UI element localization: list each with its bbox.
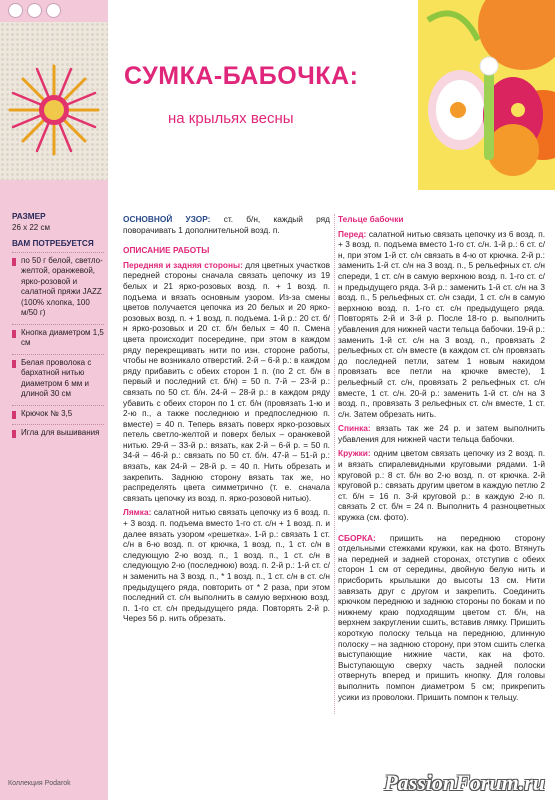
front-back-paragraph (123, 260, 330, 504)
instructions-column-2 (338, 214, 545, 706)
circles-label: Кружки: (338, 448, 371, 459)
material-item: Белая проволока с бархатной нитью диаметром 6 мм и длиной 30 см (12, 354, 104, 400)
assembly-paragraph (338, 533, 545, 703)
circles-paragraph (338, 448, 545, 522)
description-heading: ОПИСАНИЕ РАБОТЫ (123, 245, 210, 256)
size-heading: РАЗМЕР (12, 212, 46, 221)
yarn-icons (8, 3, 61, 18)
bag-photo (418, 0, 555, 190)
pattern-label: ОСНОВНОЙ УЗОР: (123, 214, 211, 224)
front-paragraph (338, 229, 545, 420)
pattern-text: ст. б/н, каждый ряд поворачивать 1 дополнительной возд. п. (123, 214, 330, 235)
strap-paragraph (123, 507, 330, 624)
page-title: СУМКА-БАБОЧКА: (124, 62, 359, 90)
instructions-column-1 (123, 214, 330, 628)
assembly-label: СБОРКА: (338, 532, 376, 543)
page-subtitle: на крыльях весны (168, 110, 294, 127)
assembly-text: пришить на переднюю сторону отдельными стежками кружки, как на фото. Втянуть на передней и задней сторонах, отступив с обеих сторон 1 см от середины, двойную белую нить и присборить крылышки до высоты 13 см. Нити завязать друг с другом и закрепить. Соединить крючком переднюю и заднюю стороны по бокам и по нижнему краю подходящим цветом ст. б/н, на верхнем закруглении сшить, вставив лямку. Пришить короткую полоску тельца на переднюю, длинную полоску – на заднюю сторону, при этом сшить слегка выступающие нижние части, как на фото. Выступающую сверху часть задней полоски отвернуть вперед и пришить кнопку. Для головы выполнить помпон диаметром 5 см; прикрепить усики из проволоки. Пришить помпон к тельцу. (338, 532, 545, 702)
back-text: вязать так же 24 р. и затем выполнить убавления для нижней части тельца бабочки. (338, 423, 545, 444)
left-sidebar (0, 0, 108, 800)
bullet-icon (12, 330, 16, 338)
material-item: по 50 г белой, светло-желтой, оранжевой, ярко-розовой и салатной пряжи JAZZ (100% хлопка, 100 м/50 г) (12, 252, 104, 319)
strap-text: салатной нитью связать цепочку из 6 возд. п. + 3 возд. п. подъема вместо 1-го ст. с/н + 1 возд. п. и далее вязать узором «решетка». 1-й р.: связать 1 ст. с/н в 6-ю возд. п. от крючка, 1 возд. п., 1 ст. с/н в следующую 2-ю возд. п., 1 возд. п., 1 ст. с/н в следующую 2-ю (последнюю) возд. п. 2-й р.: 1-й ст. с/н заменить на 3 возд. п., * 1 возд. п., 1 ст. с/н в ст. с/н предыдущего ряда, повторить от * 2 раза, при этом последний ст. с/н выполнить в самую верхнюю возд. п. 1-го ст. с/н предыдущего ряда. Повторять 2-й р. Через 56 р. нить обрезать. (123, 507, 331, 624)
front-label: Перед: (338, 228, 367, 239)
bullet-icon (12, 411, 16, 419)
material-item: Крючок № 3,5 (12, 405, 104, 420)
site-watermark: PassionForum.ru (384, 770, 545, 795)
flower-icon (6, 62, 102, 158)
pattern-paragraph (123, 214, 330, 235)
butterfly-bag-icon (418, 0, 555, 190)
strap-label: Лямка: (123, 507, 152, 518)
front-back-text: для цветных участков передней стороны сначала связать цепочку из 19 белых и 21 ярко-розовых возд. п. + 1 возд. п. подъема и вязать основным узором. Из-за смены цветов получается цепочка из 20 белых и 20 ярко-розовых возд. п. + 1 возд. п. подъема. 1-й р.: 20 ст. б/н ярко-розовых и 20 ст. б/н белых = 40 п. Смена цвета происходит посередине, при этом в каждом ряду перекрещивать нити по изн. стороне работы, чтобы не возникало отверстий. 2-й – 6-й р.: в каждом ряду прибавить с обеих сторон 1 п. (по 2 ст. б/н в первый и последний ст. б/н) = 50 п. 7-й – 23-й р.: связать по 50 ст. б/н. 24-й – 28-й р.: в каждом ряду убавить с обеих сторон по 1 ст. б/н (провязать 1-ю и 2-ю п., а также последнюю и предпоследнюю п. вместе) = 40 п. Теперь вязать поверх ярко-розовых петель светло-желтой и поверх белых – оранжевой нитью. 29-й – 33-й р.: вязать, как 2-й – 6-й р. = 50 п. 34-й – 46-й р.: связать по 50 ст. б/н. 47-й – 51-й р.: вязать, как 24-й – 28-й р. = 40 п. Нить обрезать и закрепить. Заднюю сторону вязать так же, но распределять цвета симметрично (т. е. сначала связать цепочку из возд. п. ярко-розовой нитью). (123, 259, 330, 503)
yarn-ball-icon (8, 3, 23, 18)
back-label: Спинка: (338, 423, 371, 434)
column-divider (334, 214, 336, 714)
size-value: 26 х 22 см (12, 222, 50, 232)
material-item: Кнопка диаметром 1,5 см (12, 324, 104, 349)
material-item: Игла для вышивания (12, 424, 104, 439)
yarn-ball-icon (46, 3, 61, 18)
collection-footer: Коллекция Podarok (8, 780, 71, 787)
bullet-icon (12, 258, 16, 266)
crochet-flower-photo (0, 22, 108, 180)
circles-text: одним цветом связать цепочку из 2 возд. п. и вязать спиралевидными круговыми рядами. 1-й круговой р.: 8 ст. б/н во 2-ю возд. п. от крючка. 2-й круговой р.: связать другим цветом в каждую петлю 2 ст. б/н = 16 п. 3-й круговой р.: в каждую 2-ю п. связать 2 ст. б/н = 24 п. Выполнить 4 разноцветных кружка (см. фото). (338, 448, 545, 523)
materials-box (12, 212, 104, 444)
bullet-icon (12, 360, 16, 368)
front-back-label: Передняя и задняя стороны: (123, 259, 243, 270)
materials-heading: ВАМ ПОТРЕБУЕТСЯ (12, 239, 94, 248)
yarn-ball-icon (27, 3, 42, 18)
bullet-icon (12, 430, 16, 438)
front-text: салатной нитью связать цепочку из 6 возд. п. + 3 возд. п. подъема вместо 1-го ст. с/н. 1-й р.: 6 ст. с/н, при этом 1-й ст. с/н связать в 4-ю от крючка. 2-й р.: заменить 1-й ст. с/н на 3 возд. п., 5 рельефных ст. с/н спереди, 1 ст. с/н в самую верхнюю возд. п. 1-го ст. с/н предыдущего ряда. 3-й р.: заменить 1-й ст. с/н на 3 возд. п., 5 рельефных ст. с/н сзади, 1 ст. с/н в самую верхнюю возд. п. 1-го ст. с/н предыдущего ряда. Повторять 2-й и 3-й р. После 18-го р. выполнить убавления для нижней части тельца бабочки. 19-й р.: заменить 1-й ст. с/н на 3 возд. п., провязать 2 рельефных ст. с/н вместе (в каждом ст. с/н провязать до последней петли, затем 1 новым накидом провязать все петли на крючке вместе), 1 рельефный ст. с/н, провязать 2 рельефных ст. с/н вместе, 1 ст. с/н. 20-й р.: заменить 1-й ст. с/н на 3 возд. п., провязать 3 рельефных ст. с/н вместе, 1 ст. с/н. Затем обрезать нить. (338, 228, 545, 419)
body-heading: Тельце бабочки (338, 214, 404, 224)
back-paragraph (338, 423, 545, 444)
